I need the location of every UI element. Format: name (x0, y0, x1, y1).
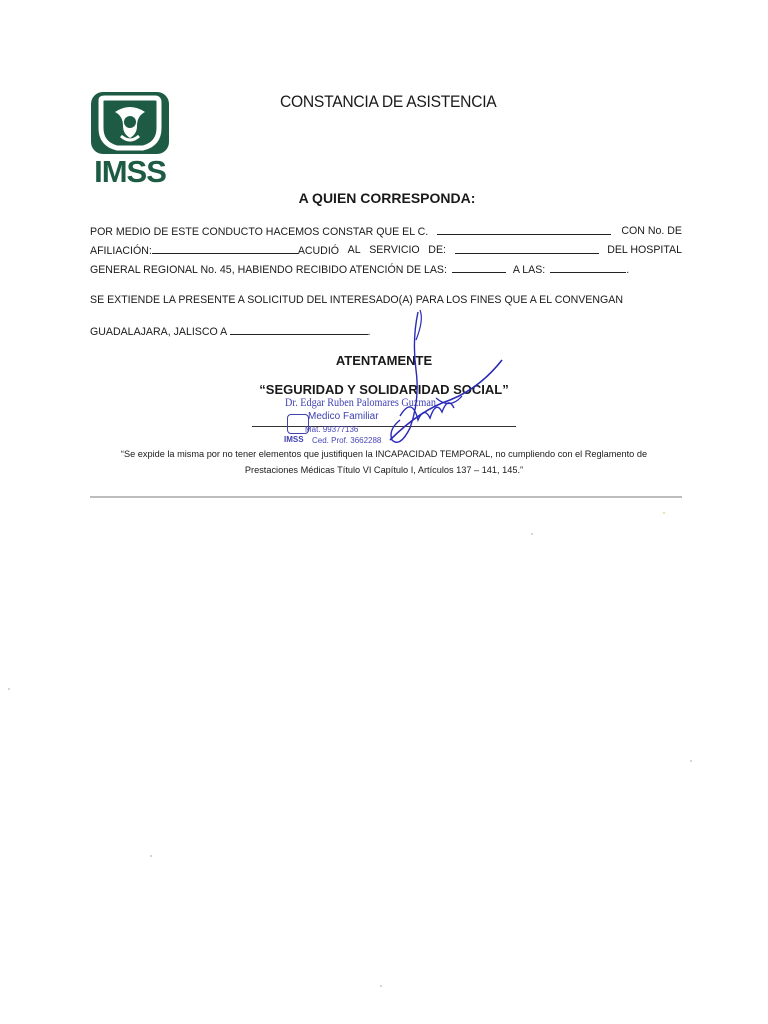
stamp-role: Medico Familiar (308, 411, 379, 422)
line5-period: . (367, 326, 371, 338)
city-label: GUADALAJARA, JALISCO A (90, 326, 227, 338)
servicio-label: SERVICIO (369, 244, 420, 256)
stamp-matricula: Mat. 99377136 (305, 425, 359, 434)
hospital-label: DEL HOSPITAL (607, 244, 682, 256)
stamp-cedula: Ced. Prof. 3662288 (312, 436, 382, 445)
affiliation-blank (152, 243, 298, 254)
stamp-doctor-name: Dr. Edgar Ruben Palomares Guzman (285, 395, 436, 409)
a-las-label: A LAS: (512, 264, 546, 276)
scan-speck (690, 760, 692, 762)
body-line-2 (90, 243, 682, 258)
body-line-1 (90, 224, 682, 239)
body-line-4: SE EXTIENDE LA PRESENTE A SOLICITUD DEL INTERESADO(A) PARA LOS FINES QUE A EL CONVENGAN (90, 294, 623, 306)
time-from-blank (452, 262, 506, 273)
addressee-heading: A QUIEN CORRESPONDA: (298, 190, 476, 206)
scan-speck (150, 855, 152, 857)
scan-speck (380, 985, 382, 987)
footnote-line-2: Prestaciones Médicas Título VI Capítulo I, Artículos 137 – 141, 145.” (244, 465, 524, 475)
motto-text: “SEGURIDAD Y SOLIDARIDAD SOCIAL” (259, 382, 509, 397)
service-blank (455, 243, 599, 254)
imss-logo-text: IMSS (94, 154, 166, 189)
handwritten-signature (240, 300, 540, 450)
line1-text: POR MEDIO DE ESTE CONDUCTO HACEMOS CONSTAR QUE EL C. (90, 226, 429, 238)
al-label: AL (347, 244, 361, 256)
atentamente-text: ATENTAMENTE (335, 353, 433, 368)
time-to-blank (550, 262, 626, 273)
line3-period: . (626, 264, 630, 276)
body-line-3 (90, 262, 682, 277)
imss-logo (88, 90, 172, 190)
footnote-line-1: “Se expide la misma por no tener elementos que justifiquen la INCAPACIDAD TEMPORAL, no cumpliendo con el Reglamento de (120, 449, 648, 459)
de-label: DE: (428, 244, 446, 256)
scan-speck (8, 688, 10, 690)
line3-text: GENERAL REGIONAL No. 45, HABIENDO RECIBIDO ATENCIÓN DE LAS: (90, 264, 447, 276)
bottom-divider (90, 496, 682, 498)
patient-name-blank (437, 224, 611, 235)
scan-speck (531, 533, 533, 535)
acudio-label: ACUDIÓ (297, 245, 340, 257)
afiliacion-label: AFILIACIÓN: (90, 245, 152, 257)
scan-speck (663, 512, 665, 514)
imss-emblem-icon (91, 92, 169, 154)
document-title: CONSTANCIA DE ASISTENCIA (280, 92, 497, 111)
stamp-imss-text: IMSS (284, 435, 304, 444)
line1-tail: CON No. DE (621, 225, 682, 237)
